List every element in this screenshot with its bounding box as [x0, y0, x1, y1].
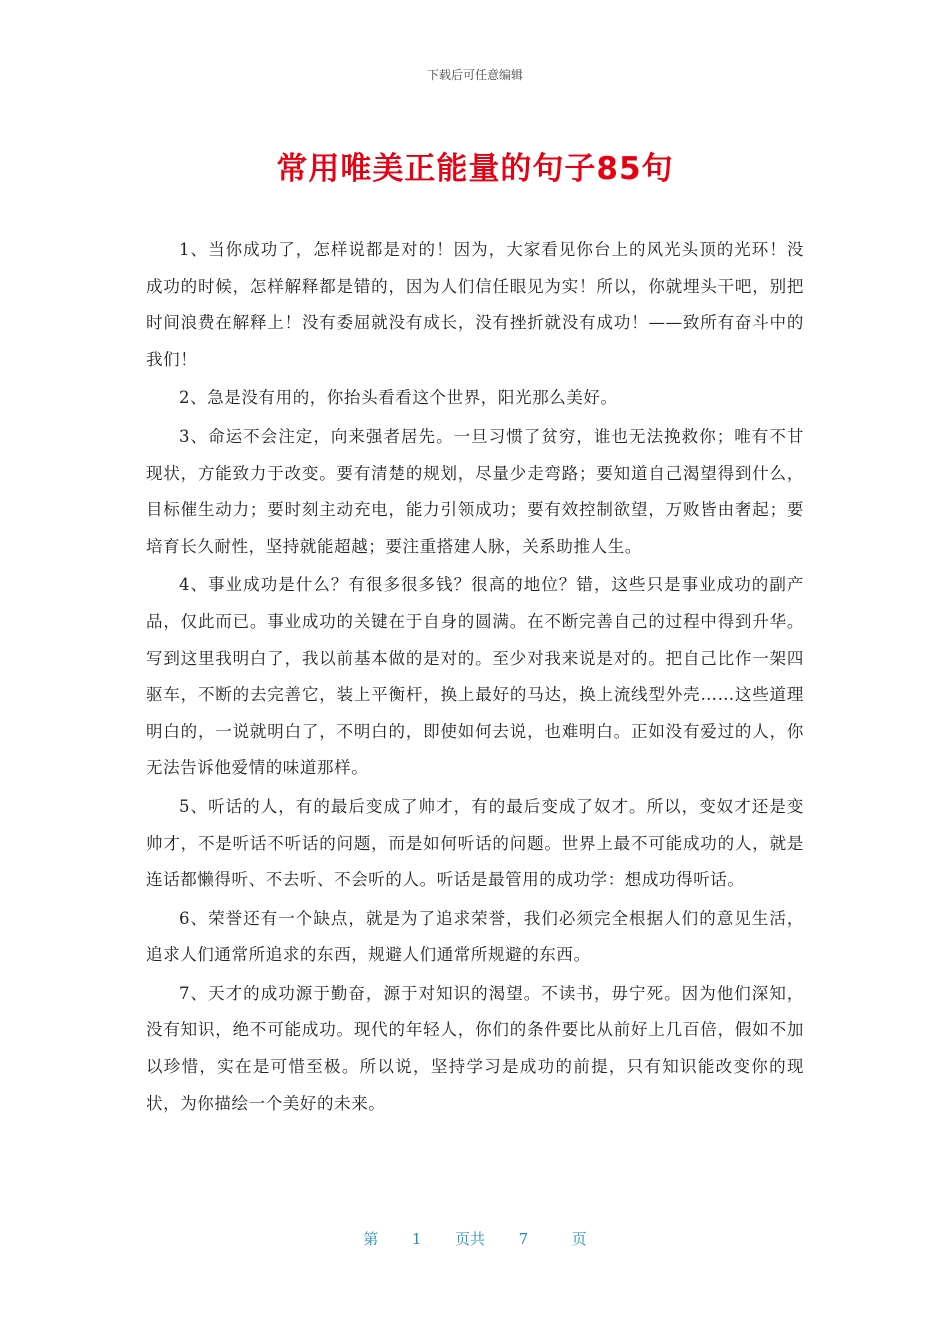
header-note: 下载后可任意编辑 [426, 68, 523, 82]
paragraph-4: 4、事业成功是什么？有很多很多钱？很高的地位？错，这些只是事业成功的副产品，仅此而已。事业成功的关键在于自身的圆满。在不断完善自己的过程中得到升华。写到这里我明白了，我以前基本做的是对的。至少对我来说是对的。把自己比作一架四驱车，不断的去完善它，装上平衡杆，换上最好的马达，换上流线型外壳……这些道理明白的，一说就明白了，不明白的，即使如何去说，也难明白。正如没有爱过的人，你无法告诉他爱情的味道那样。 [146, 575, 804, 778]
current-page-number: 1 [411, 1230, 422, 1248]
page-prefix: 第 [363, 1230, 379, 1248]
paragraph-5: 5、听话的人，有的最后变成了帅才，有的最后变成了奴才。所以，变奴才还是变帅才，不是听话不听话的问题，而是如何听话的问题。世界上最不可能成功的人，就是连话都懒得听、不去听、不会听的人。听话是最管用的成功学：想成功得听话。 [146, 796, 804, 890]
page-footer [0, 1228, 950, 1249]
document-title: 常用唯美正能量的句子85句 [276, 151, 674, 187]
total-pages-number: 7 [518, 1230, 529, 1248]
paragraph-1: 1、当你成功了，怎样说都是对的！因为，大家看见你台上的风光头顶的光环！没成功的时候，怎样解释都是错的，因为人们信任眼见为实！所以，你就埋头干吧，别把时间浪费在解释上！没有委屈就没有成长，没有挫折就没有成功！——致所有奋斗中的我们！ [146, 240, 804, 369]
paragraph-7: 7、天才的成功源于勤奋，源于对知识的渴望。不读书，毋宁死。因为他们深知，没有知识，绝不可能成功。现代的年轻人，你们的条件要比从前好上几百倍，假如不加以珍惜，实在是可惜至极。所以说，坚持学习是成功的前提，只有知识能改变你的现状，为你描绘一个美好的未来。 [146, 983, 804, 1113]
page-suffix: 页 [571, 1230, 587, 1248]
page-mid-label: 页共 [454, 1230, 485, 1248]
paragraph-6: 6、荣誉还有一个缺点，就是为了追求荣誉，我们必须完全根据人们的意见生活，追求人们通常所追求的东西，规避人们通常所规避的东西。 [146, 908, 804, 965]
paragraph-2: 2、急是没有用的，你抬头看看这个世界，阳光那么美好。 [179, 388, 618, 408]
paragraph-3: 3、命运不会注定，向来强者居先。一旦习惯了贫穷，谁也无法挽救你；唯有不甘现状，方能致力于改变。要有清楚的规划，尽量少走弯路；要知道自己渴望得到什么，目标催生动力；要时刻主动充电，能力引领成功；要有效控制欲望，万败皆由奢起；要培育长久耐性，坚持就能超越；要注重搭建人脉，关系助推人生。 [146, 426, 804, 556]
document-body [146, 232, 804, 1124]
